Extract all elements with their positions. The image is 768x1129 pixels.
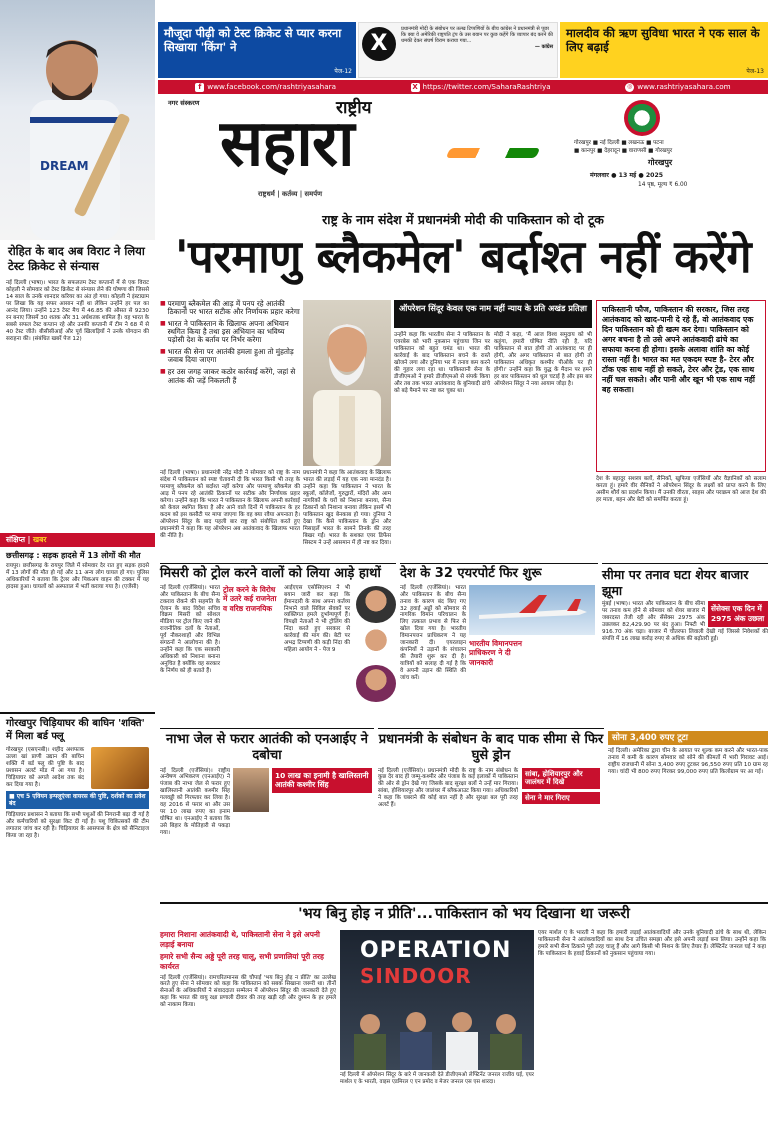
editions-line-2: ■ कानपुर ■ देहरादून ■ वाराणसी ■ गोरखपुर: [574, 148, 673, 154]
kohli-photo: [0, 0, 155, 240]
issue-date: मंगलवार ● 13 मई ● 2025: [590, 172, 664, 179]
plane-photo: [469, 585, 595, 635]
misri-body: नई दिल्ली (एजेंसियां)। भारत और पाकिस्तान के बीच सैन्य टकराव रोकने की सहमति के ऐलान के बाद विदेश सचिव विक्रम मिसरी को सोशल मीडिया पर ट्रोल किए जाने की राजनीतिक दलों के नेताओं, पूर्व नौकरशाहों और विभिन्न संगठनों ने आलोचना की है। उन्होंने कहा कि एक सरकारी अधिकारी को निशाना बनाना अनुचित है क्योंकि वह सरकार के निर्णय को ही बताते हैं।: [160, 584, 220, 675]
social-bar: [158, 80, 768, 94]
market-body: मुंबई (भाषा)। भारत और पाकिस्तान के बीच सीमा पर तनाव कम होने से सोमवार को शेयर बाजार में जबरदस्त तेजी रही और सेंसेक्स 2975 अंक उछलकर 82,429.90 पर बंद हुआ। निफ्टी भी 916.70 अंक चढ़ा। बाजार में चौतरफा लिवाली देखी गई जिससे निवेशकों की संपत्ति में 16 लाख करोड़ रुपए से अधिक की बढ़ोतरी हुई।: [602, 601, 768, 643]
banner-left-page: पेज-12: [334, 67, 352, 75]
drone-bullet: सांबा, होशियारपुर और जालंधर में दिखे: [522, 768, 600, 789]
zoo-body: गोरखपुर (एसएनबी)। शहीद अशफाक उल्ला खां प्राणी उद्यान की बाघिन शक्ति में बर्ड फ्लू की पुष्टि के बाद प्रशासन अलर्ट मोड में आ गया है। चिड़ियाघर को अगले आदेश तक बंद कर दिया गया है।: [6, 746, 84, 788]
portrait-1: [356, 586, 396, 623]
x-logo-icon: X: [362, 27, 396, 61]
lead-bullet: ■ भारत ने पाकिस्तान के खिलाफ अपना अभियान स्थगित किया है तथा इस अभियान का भविष्य पड़ोसी देश के बर्ताव पर निर्भर करेगा: [160, 319, 289, 345]
sindoor-body: नई दिल्ली (एजेंसियां)। रामचरितमानस की चौपाई 'भय बिनु होइ न प्रीति' का उल्लेख करते हुए सेना ने सोमवार को कहा कि पाकिस्तान को सबक सिखाना जरूरी था। तीनों सेनाओं के अधिकारियों ने संवाददाता सम्मेलन में ऑपरेशन सिंदूर की जानकारी देते हुए कहा कि भारत की वायु रक्षा प्रणाली दीवार की तरह खड़ी रही और दुश्मन के हर हमले को नाकाम किया।: [160, 974, 336, 1009]
pages-price: 14 पृष्ठ, मूल्य ₹ 6.00: [638, 182, 688, 188]
nabha-headline: नाभा जेल से फरार आतंकी को एनआईए ने दबोचा: [166, 732, 368, 764]
sindoor-bullet: हमारा निशाना आतंकवादी थे, पाकिस्तानी सेना ने इसे अपनी लड़ाई बनाया: [160, 930, 320, 949]
plane-icon: [469, 585, 595, 635]
airport-headline: देश के 32 एयरपोर्ट फिर शुरू: [400, 566, 542, 581]
portrait-3: [356, 665, 396, 702]
zoo-body-2: चिड़ियाघर प्रशासन ने बताया कि सभी पशुओं की निगरानी बढ़ा दी गई है और कर्मचारियों को सुरक्षा किट दी गई है। पशु चिकित्सकों की टीम लगातार जांच कर रही है। चिड़ियाघर के आसपास के क्षेत्र को सैनिटाइज किया जा रहा है।: [6, 812, 149, 840]
sindoor-kicker: 'भय बिनु होइ न प्रीति'...: [298, 906, 434, 922]
sindoor-bullet: हमारे सभी सैन्य अड्डे पूरी तरह चालू, सभी प्रणालियां पूरी तरह कार्यरत: [160, 952, 324, 971]
lead-body-5: देश के बहादुर सशस्त्र बलों, सैनिकों, खुफिया एजेंसियों और वैज्ञानिकों को सलाम करता हूं। हमारे वीर सैनिकों ने ऑपरेशन सिंदूर के लक्ष्यों को प्राप्त करने के लिए असीम शौर्य का प्रदर्शन किया। मैं उनकी वीरता, साहस और पराक्रम को आज देश की हर माता, बहन और बेटी को समर्पित करता हूं।: [596, 476, 766, 503]
drone-body: नई दिल्ली (एजेंसियां)। प्रधानमंत्री मोदी के राष्ट्र के नाम संबोधन के कुछ देर बाद ही जम्मू-कश्मीर और पंजाब के कई इलाकों में पाकिस्तान की ओर से ड्रोन देखे गए जिसके बाद सुरक्षा बलों ने उन्हें मार गिराया। सांबा, होशियारपुर और जालंधर में ब्लैकआउट किया गया। अधिकारियों ने कहा कि घबराने की कोई बात नहीं है और सुरक्षा बल पूरी तरह अलर्ट हैं।: [378, 767, 518, 809]
twitter-icon: X: [412, 82, 418, 91]
banner-right-page: पेज-13: [746, 67, 764, 75]
brief-accident-body: रायपुर। छत्तीसगढ़ के रायपुर जिले में सोमवार देर रात हुए सड़क हादसे में 13 लोगों की मौत हो गई और 11 अन्य लोग घायल हो गए। पुलिस अधिकारियों ने बताया कि ट्रेलर और पिकअप वाहन की टक्कर में यह हादसा हुआ। घायलों को अस्पताल में भर्ती कराया गया है। (एजेंसी): [6, 562, 149, 590]
modi-illustration: [303, 300, 391, 466]
misri-bullet: ट्रोल करने के विरोध में उतरे कई राजनेता व वरिष्ठ राजनयिक: [223, 584, 277, 613]
quote-text: पाकिस्तानी फौज, पाकिस्तान की सरकार, जिस तरह आतंकवाद को खाद-पानी दे रहे हैं, वो आतंकवाद एक दिन पाकिस्तान को ही खत्म कर देगा। पाकिस्तान को अगर बचना है तो उसे अपने आतंकवादी ढांचे का सफाया करना ही होगा। इसके अलावा शांति का कोई रास्ता नहीं है। भारत का मत एकदम स्पष्ट है- टेरर और टॉक एक साथ नहीं हो सकते, टेरर और ट्रेड, एक साथ नहीं चल सकते। और पानी और खून भी एक साथ नहीं बह सकता।: [602, 305, 755, 394]
misri-portraits: [356, 586, 396, 702]
lead-bullets: [160, 300, 300, 470]
sindoor-photo-label: OPERATION: [360, 938, 512, 963]
edition-tag: नगर संस्करण: [168, 99, 200, 107]
city-label: गोरखपुर: [648, 158, 673, 167]
market-box: सेंसेक्स एक दिन में 2975 अंक उछला: [708, 601, 768, 626]
globe-icon: ◎: [627, 82, 633, 90]
svg-text:DREAM: DREAM: [40, 159, 89, 173]
nabha-box: 10 लाख का इनामी है खालिस्तानी आतंकी कश्मीर सिंह: [272, 768, 372, 793]
banner-center-text: प्रधानमंत्री मोदी के संबोधन पर तल्ख टिप्पणियों के बीच कांग्रेस ने प्रधानमंत्री से पूछा कि क्या वे अमेरिकी राष्ट्रपति ट्रंप के उस बयान पर कुछ कहेंगे कि व्यापार बंद करने की धमकी देकर संघर्ष विराम कराया गया...: [401, 26, 553, 44]
kohli-body: नई दिल्ली (भाषा)। भारत के सफलतम टेस्ट कप्तानों में से एक विराट कोहली ने सोमवार को टेस्ट क्रिकेट से संन्यास लेने की घोषणा की जिससे 14 साल के उनके शानदार करियर का अंत हो गया। कोहली ने इंस्टाग्राम पर लिखा कि यह सफर आसान नहीं था लेकिन उन्होंने हर पल का आनंद लिया। उन्होंने 123 टेस्ट मैच में 46.85 की औसत से 9230 रन बनाए जिसमें 30 शतक और 31 अर्धशतक शामिल हैं। वह भारत के सबसे सफल टेस्ट कप्तान रहे और उनकी कप्तानी में टीम ने 68 में से 40 टेस्ट जीते। बीसीसीआई और पूर्व खिलाड़ियों ने उनके योगदान की सराहना की। (संबंधित खबरें पेज 12): [6, 279, 149, 342]
briefs-header: संक्षिप्त | खबर: [0, 533, 155, 547]
market-story: [602, 563, 768, 723]
gold-story: [608, 728, 768, 898]
brand-top: राष्ट्रीय: [336, 98, 372, 118]
zoo-story: [0, 712, 155, 1114]
lead-kicker: राष्ट्र के नाम संदेश में प्रधानमंत्री मोदी की पाकिस्तान को दो टूक: [322, 212, 604, 227]
banner-center-source: — कांग्रेस: [534, 44, 553, 50]
lead-bullet: ■ परमाणु ब्लैकमेल की आड़ में पनप रहे आतंकी ठिकानों पर भारत सटीक और निर्णायक प्रहार करेगा: [160, 299, 300, 317]
lead-bullet: ■ हर उस जगह जाकर कठोर कार्रवाई करेंगे, जहां से आतंक की जड़ें निकलती हैं: [160, 367, 296, 385]
drone-story: [378, 728, 604, 898]
airport-story: [400, 563, 598, 723]
lead-bullet: ■ भारत की सेना पर आतंकी हमला हुआ तो मुंहतोड़ जवाब दिया जाएगा: [160, 347, 294, 365]
sindoor-photo-caption: नई दिल्ली में ऑपरेशन सिंदूर के बारे में जानकारी देते डीजीएमओ लेफ्टिनेंट जनरल राजीव घई, एयर मार्शल ए के भारती, वाइस एडमिरल ए एन प्रमोद व मेजर जनरल एस एस शारदा।: [340, 1072, 534, 1085]
terrorist-photo: [233, 768, 269, 812]
sindoor-pledge-box: [394, 300, 592, 328]
airport-body: नई दिल्ली (एजेंसियां)। भारत और पाकिस्तान के बीच सैन्य तनाव के कारण बंद किए गए 32 हवाई अड्डों को सोमवार से नागरिक विमान परिचालन के लिए तत्काल प्रभाव से फिर से खोल दिया गया है। भारतीय विमानपत्तन प्राधिकरण ने यह जानकारी दी। एयरलाइन कंपनियों ने उड़ानों के संचालन की तैयारी शुरू कर दी है। यात्रियों को सलाह दी गई है कि वे अपनी उड़ान की स्थिति की जांच करें।: [400, 584, 466, 682]
website-link[interactable]: ◎ www.rashtriyasahara.com: [627, 81, 731, 91]
sindoor-photo: [340, 930, 534, 1070]
officers-illustration: [340, 1000, 534, 1070]
sindoor-title: पाकिस्तान को भय दिखाना था जरूरी: [434, 906, 630, 922]
misri-story: [160, 563, 396, 723]
sindoor-body-2: एयर मार्शल ए के भारती ने कहा कि हमारी लड़ाई आतंकवादियों और उनके बुनियादी ढांचे के साथ थी, लेकिन पाकिस्तानी सेना ने आतंकवादियों का साथ देना उचित समझा और इसे अपनी लड़ाई बना लिया। उन्होंने कहा कि हमारे सभी सैन्य ठिकाने पूरी तरह चालू हैं और आगे किसी भी मिशन के लिए तैयार हैं। लेफ्टिनेंट जनरल घई ने कहा कि पाकिस्तान के हवाई ठिकानों को नुकसान पहुंचाया गया।: [538, 930, 766, 957]
gold-headline: सोना 3,400 रुपए टूटा: [608, 731, 768, 745]
tiger-photo: [91, 747, 149, 789]
market-headline: सीमा पर तनाव घटा शेयर बाजार झूमा: [602, 567, 749, 598]
lead-body-2: प्रधानमंत्री ने कहा कि आतंकवाद के खिलाफ भारत की लड़ाई में यह एक नया मानदंड है। उन्होंने कहा कि पाकिस्तान ने भारत के स्कूलों, कॉलेजों, गुरुद्वारों, मंदिरों और आम नागरिकों के घरों को निशाना बनाया, सैन्य ठिकानों को निशाना बनाया लेकिन इसमें भी पाकिस्तान खुद बेनकाब हो गया। दुनिया ने देखा कि कैसे पाकिस्तान के ड्रोन और मिसाइलें भारत के सामने तिनके की तरह बिखर गईं। भारत के सशक्त एयर डिफेंस सिस्टम ने उन्हें आसमान में ही नष्ट कर दिया।: [303, 470, 391, 546]
banner-left[interactable]: [158, 22, 356, 78]
sahara-emblem-icon: [624, 100, 660, 136]
sindoor-pledge-text: ऑपरेशन सिंदूर केवल एक नाम नहीं न्याय के प्रति अखंड प्रतिज्ञा: [398, 303, 588, 313]
twitter-link[interactable]: X https://twitter.com/SaharaRashtriya: [412, 81, 551, 91]
drone-bullets: [522, 768, 600, 805]
gold-body: नई दिल्ली। अमेरिका द्वारा चीन के आयात पर शुल्क कम करने और भारत-पाक तनाव में कमी के कारण सोमवार को सोने की कीमतों में भारी गिरावट आई। राष्ट्रीय राजधानी में सोना 3,400 रुपए टूटकर 96,550 रुपए प्रति 10 ग्राम रह गया। चांदी भी 800 रुपए गिरकर 99,000 रुपए प्रति किलोग्राम पर आ गई।: [608, 748, 768, 776]
briefs-tag: संक्षिप्त: [6, 535, 25, 544]
kohli-headline: रोहित के बाद अब विराट ने लिया टेस्ट क्रिकेट से संन्यास: [8, 244, 145, 273]
facebook-link[interactable]: f www.facebook.com/rashtriyasahara: [195, 83, 336, 92]
editions-line-1: गोरखपुर ■ नई दिल्ली ■ लखनऊ ■ पटना: [574, 140, 664, 146]
briefs-label: खबर: [32, 535, 47, 544]
banner-right-title: मालदीव की ऋण सुविधा भारत ने एक साल के लिए बढ़ाई: [566, 26, 760, 55]
lead-headline: 'परमाणु ब्लैकमेल' बर्दाश्त नहीं करेंगे: [174, 230, 752, 283]
lead-body-1: नई दिल्ली (भाषा)। प्रधानमंत्री नरेंद्र मोदी ने सोमवार को राष्ट्र के नाम संदेश में पाकिस्तान को स्पष्ट चेतावनी दी कि भारत किसी भी तरह के परमाणु ब्लैकमेल को बर्दाश्त नहीं करेगा और परमाणु ब्लैकमेल की आड़ में पनप रहे आतंकी ठिकानों पर सटीक और निर्णायक प्रहार करेगा। उन्होंने कहा कि भारत ने पाकिस्तान के खिलाफ अपनी कार्रवाई को केवल स्थगित किया है और आने वाले दिनों में पाकिस्तान के हर कदम को इस कसौटी पर मापा जाएगा कि वह क्या रवैया अपनाता है। ऑपरेशन सिंदूर के बाद पहली बार राष्ट्र को संबोधित करते हुए प्रधानमंत्री ने कहा कि यह ऑपरेशन अब आतंकवाद के खिलाफ भारत की नीति है।: [160, 470, 300, 539]
sindoor-left: [160, 930, 336, 1120]
misri-body-2: आईएएस एसोसिएशन ने भी बयान जारी कर कहा कि ईमानदारी के साथ अपना कर्तव्य निभाने वाले सिविल सेवकों पर व्यक्तिगत हमले दुर्भाग्यपूर्ण हैं। विपक्षी नेताओं ने भी ट्रोलिंग की निंदा करते हुए सरकार से कार्रवाई की मांग की। बेटी पर अभद्र टिप्पणी की कड़ी निंदा की महिला आयोग ने - पेज 9: [284, 584, 350, 654]
facebook-icon: f: [195, 83, 204, 92]
lead-body-3: उन्होंने कहा कि भारतीय सेना ने पाकिस्तान के एयरबेस को भारी नुकसान पहुंचाया जिन पर पाकिस्तान को बहुत घमंड था। भारत की कार्रवाई के बाद पाकिस्तान बचने के रास्ते खोजने लगा और दुनिया भर में तनाव कम करने की गुहार लगा रहा था। पाकिस्तानी सेना के डीजीएमओ ने हमारे डीजीएमओ से संपर्क किया और तब तक भारत आतंकवाद के बुनियादी ढांचे को बड़े पैमाने पर नष्ट कर चुका था।: [394, 332, 490, 394]
masthead-brand: सहारा: [220, 106, 354, 181]
masthead-tagline: राष्ट्रधर्म | कर्तव्य | समर्पण: [258, 190, 322, 198]
nabha-body: नई दिल्ली (एजेंसियां)। राष्ट्रीय अन्वेषण अभिकरण (एनआईए) ने पंजाब की नाभा जेल से फरार हुए खालिस्तानी आतंकी कश्मीर सिंह गलवड्डी को गिरफ्तार कर लिया है। वह 2016 से फरार था और उस पर 10 लाख रुपए का इनाम घोषित था। एनआईए ने बताया कि उसे बिहार के मोतिहारी से पकड़ा गया।: [160, 767, 230, 837]
brand-swoosh: [446, 148, 541, 158]
misri-headline: मिसरी को ट्रोल करने वालों को लिया आड़े हाथों: [160, 566, 381, 581]
sindoor-photo-label-2: SINDOOR: [360, 964, 472, 988]
quote-box: [596, 300, 766, 472]
lead-body-4: मोदी ने कहा, 'मैं आज विश्व समुदाय को भी कहूंगा, हमारी घोषित नीति रही है, यदि पाकिस्तान से बात होगी तो आतंकवाद पर ही होगी, और अगर पाकिस्तान से बात होगी तो पाकिस्तान अधिकृत कश्मीर पीओके पर ही होगी।' उन्होंने कहा कि युद्ध के मैदान पर हमने हर बार पाकिस्तान को धूल चटाई है और इस बार ऑपरेशन सिंदूर ने नया आयाम जोड़ा है।: [494, 332, 592, 387]
sindoor-story-headline: [160, 902, 768, 926]
zoo-note: ■ एच 5 एवियन इन्फ्लूएंजा वायरस की पुष्टि, दर्शकों का प्रवेश बंद: [6, 791, 149, 810]
airport-bullet: भारतीय विमानपत्तन प्राधिकरण ने दी जानकारी: [469, 638, 522, 667]
brief-accident-title: छत्तीसगढ़ : सड़क हादसे में 13 लोगों की मौत: [6, 551, 141, 560]
zoo-headline: गोरखपुर चिड़ियाघर की बाघिन 'शक्ति' में मिला बर्ड फ्लू: [6, 718, 145, 742]
drone-headline: प्रधानमंत्री के संबोधन के बाद पाक सीमा से फिर घुसे ड्रोन: [378, 732, 604, 764]
banner-left-title: मौजूदा पीढ़ी को टेस्ट क्रिकेट से प्यार करना सिखाया 'किंग' ने: [164, 26, 342, 55]
kohli-story: [0, 240, 155, 530]
modi-photo: [303, 300, 391, 466]
nabha-story: [160, 728, 374, 898]
banner-right[interactable]: [560, 22, 768, 78]
masthead: [158, 96, 768, 208]
cricketer-illustration: [0, 0, 155, 240]
portrait-2: [356, 625, 396, 662]
drone-bullet: सेना ने मार गिराए: [522, 792, 600, 805]
brief-accident: [0, 549, 155, 709]
banner-center[interactable]: [358, 22, 558, 78]
